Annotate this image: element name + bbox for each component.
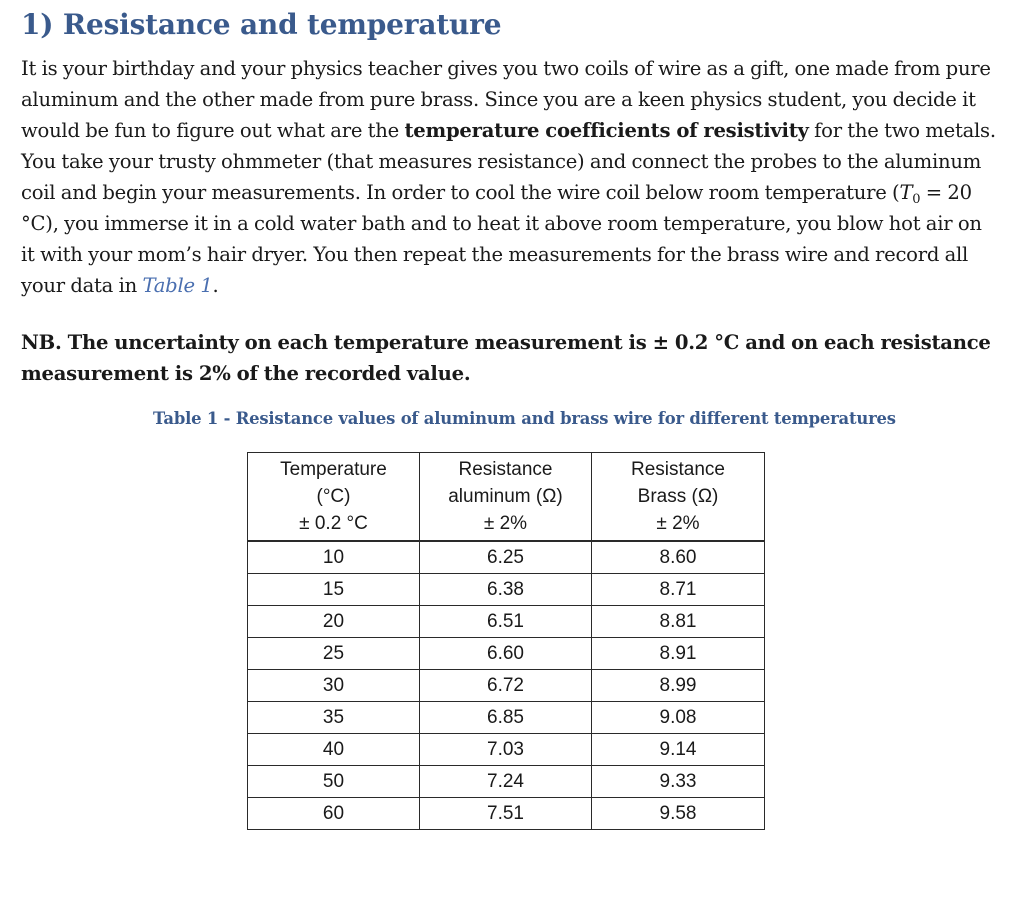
header-line: ± 0.2 °C [299,513,368,534]
temperature-cell: 10 [248,541,420,574]
room-temp-symbol: T [899,181,913,204]
header-resistance-aluminum [420,453,592,542]
brass-resistance-cell: 9.08 [592,702,765,734]
header-line: ± 2% [656,513,700,534]
intro-text-3: ), you immerse it in a cold water bath and to heat it above room temperature, you blow hot air on it with your mom’s hair dryer. You then repeat the measurements for the brass wire and record all your data in [21,212,982,297]
aluminum-resistance-cell: 6.51 [420,606,592,638]
header-line: Resistance [458,459,553,480]
section-title: 1) Resistance and temperature [21,8,502,41]
room-temp-subscript: 0 [912,192,921,207]
table-row [248,734,765,766]
brass-resistance-cell: 8.99 [592,670,765,702]
header-line: Resistance [631,459,725,480]
table-caption: Table 1 - Resistance values of aluminum and brass wire for different temperatures [153,409,896,428]
temperature-cell: 35 [248,702,420,734]
aluminum-resistance-cell: 7.03 [420,734,592,766]
table-row [248,766,765,798]
table-body [248,541,765,830]
brass-resistance-cell: 8.91 [592,638,765,670]
temperature-cell: 40 [248,734,420,766]
brass-resistance-cell: 8.60 [592,541,765,574]
header-line: (°C) [316,486,351,507]
aluminum-resistance-cell: 6.72 [420,670,592,702]
table-row [248,638,765,670]
temperature-cell: 50 [248,766,420,798]
brass-resistance-cell: 8.81 [592,606,765,638]
brass-resistance-cell: 8.71 [592,574,765,606]
aluminum-resistance-cell: 7.24 [420,766,592,798]
aluminum-resistance-cell: 6.60 [420,638,592,670]
header-line: Temperature [280,459,387,480]
table-reference-link[interactable]: Table 1 [142,274,213,297]
uncertainty-note: NB. The uncertainty on each temperature measurement is ± 0.2 °C and on each resistance measurement is 2% of the recorded value. [21,331,991,385]
room-temp-value: = 20 °C [21,181,972,235]
intro-text-1: It is your birthday and your physics teacher gives you two coils of wire as a gift, one made from pure aluminum and the other made from pure brass. Since you are a keen physics student, you decide it would be fun to figure out what are the [21,57,991,142]
header-line: ± 2% [483,513,528,534]
aluminum-resistance-cell: 6.85 [420,702,592,734]
document-page [21,6,996,389]
header-line: aluminum (Ω) [448,486,563,507]
table-row [248,574,765,606]
intro-paragraph [21,53,996,301]
aluminum-resistance-cell: 7.51 [420,798,592,830]
brass-resistance-cell: 9.58 [592,798,765,830]
temperature-cell: 30 [248,670,420,702]
intro-text-4: . [212,274,219,297]
intro-text-2: for the two metals. You take your trusty ohmmeter (that measures resistance) and connect the probes to the aluminum coil and begin your measurements. In order to cool the wire coil below room temperature ( [21,119,996,204]
table-row [248,670,765,702]
brass-resistance-cell: 9.14 [592,734,765,766]
table-header-row [248,453,765,542]
temperature-cell: 15 [248,574,420,606]
table-row [248,702,765,734]
temperature-cell: 60 [248,798,420,830]
intro-bold-term: temperature coefficients of resistivity [404,119,809,142]
table-row [248,606,765,638]
header-temperature [248,453,420,542]
aluminum-resistance-cell: 6.38 [420,574,592,606]
temperature-cell: 20 [248,606,420,638]
aluminum-resistance-cell: 6.25 [420,541,592,574]
table-row [248,541,765,574]
resistance-table [247,452,765,830]
header-line: Brass (Ω) [637,486,719,507]
table-row [248,798,765,830]
temperature-cell: 25 [248,638,420,670]
header-resistance-brass [592,453,765,542]
brass-resistance-cell: 9.33 [592,766,765,798]
